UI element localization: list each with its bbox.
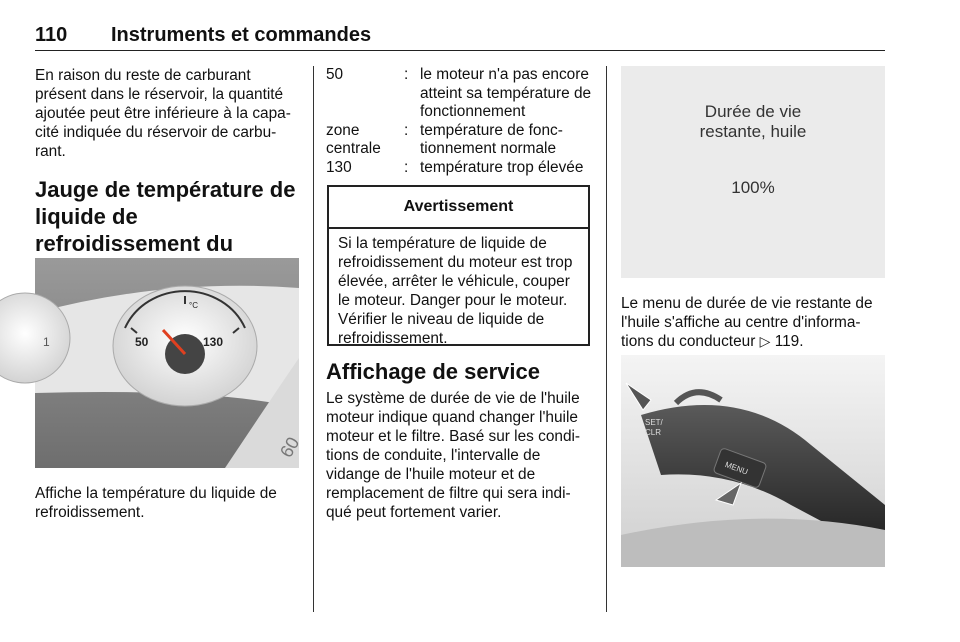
menu-paragraph bbox=[621, 294, 889, 351]
section-heading-coolant: Jauge de température de liquide de refroidissement du bbox=[35, 177, 296, 256]
table-row bbox=[326, 159, 594, 178]
coolant-gauge-image bbox=[35, 258, 304, 468]
fuel-paragraph: En raison du reste de carburant présent dans le réservoir, la quantité ajoutée peut être inférieure à la capa-cité indiquée du réservoir de carbu-rant. bbox=[35, 67, 291, 160]
column-divider bbox=[606, 66, 607, 612]
lever-clr-label: CLR bbox=[645, 428, 662, 437]
lever-set-label: SET/ bbox=[645, 418, 663, 427]
gauge-label-left: 1 bbox=[43, 335, 50, 349]
page-title: Instruments et commandes bbox=[111, 24, 372, 46]
table-value: température trop élevée bbox=[420, 158, 584, 176]
gauge-label-right: 60 bbox=[276, 433, 304, 461]
warning-text: Si la température de liquide de refroidissement du moteur est trop élevée, arrêter le véhicule, couper le moteur. Danger pour le moteur. Vérifier le niveau de liquide de refroidissement. bbox=[338, 235, 573, 347]
temperature-table bbox=[326, 66, 594, 178]
table-value: température de fonc-tionnement normale bbox=[420, 121, 563, 158]
table-row bbox=[326, 122, 594, 159]
section-heading-service: Affichage de service bbox=[326, 359, 540, 384]
page-ref: 119. bbox=[774, 333, 804, 350]
table-row bbox=[326, 66, 594, 122]
service-display-image bbox=[621, 66, 885, 278]
gauge-label-low: 50 bbox=[135, 335, 149, 349]
warning-box bbox=[327, 185, 590, 346]
page-ref-arrow-icon: ▷ bbox=[759, 333, 771, 349]
table-key: zone centrale bbox=[326, 121, 381, 158]
warning-title: Avertissement bbox=[329, 187, 588, 229]
table-key: 130 bbox=[326, 158, 352, 176]
lever-menu-label: MENU bbox=[723, 460, 750, 477]
page-number: 110 bbox=[35, 24, 68, 46]
menu-paragraph-text: Le menu de durée de vie restante de l'huile s'affiche au centre d'informa-tions du conducteur bbox=[621, 295, 873, 350]
gauge-label-high: 130 bbox=[203, 335, 224, 349]
gauge-caption: Affiche la température du liquide de refroidissement. bbox=[35, 485, 277, 521]
column-divider bbox=[313, 66, 314, 612]
table-key: 50 bbox=[326, 66, 344, 83]
display-line-2: restante, huile bbox=[699, 122, 807, 141]
gauge-unit: °C bbox=[189, 301, 198, 310]
turn-signal-lever-image bbox=[621, 355, 885, 567]
display-value: 100% bbox=[731, 178, 775, 197]
table-sep: : bbox=[404, 66, 409, 83]
service-paragraph: Le système de durée de vie de l'huile moteur indique quand changer l'huile moteur et le filtre. Basé sur les condi-tions de conduite, l'intervalle de vidange de l'huile moteur et de remplacement de filtre qui sera indi-qué peut fortement varier. bbox=[326, 390, 581, 521]
table-sep: : bbox=[404, 158, 409, 176]
display-line-1: Durée de vie bbox=[704, 102, 802, 121]
table-sep: : bbox=[404, 121, 409, 139]
table-value: le moteur n'a pas encore atteint sa température de fonctionnement bbox=[420, 66, 592, 121]
